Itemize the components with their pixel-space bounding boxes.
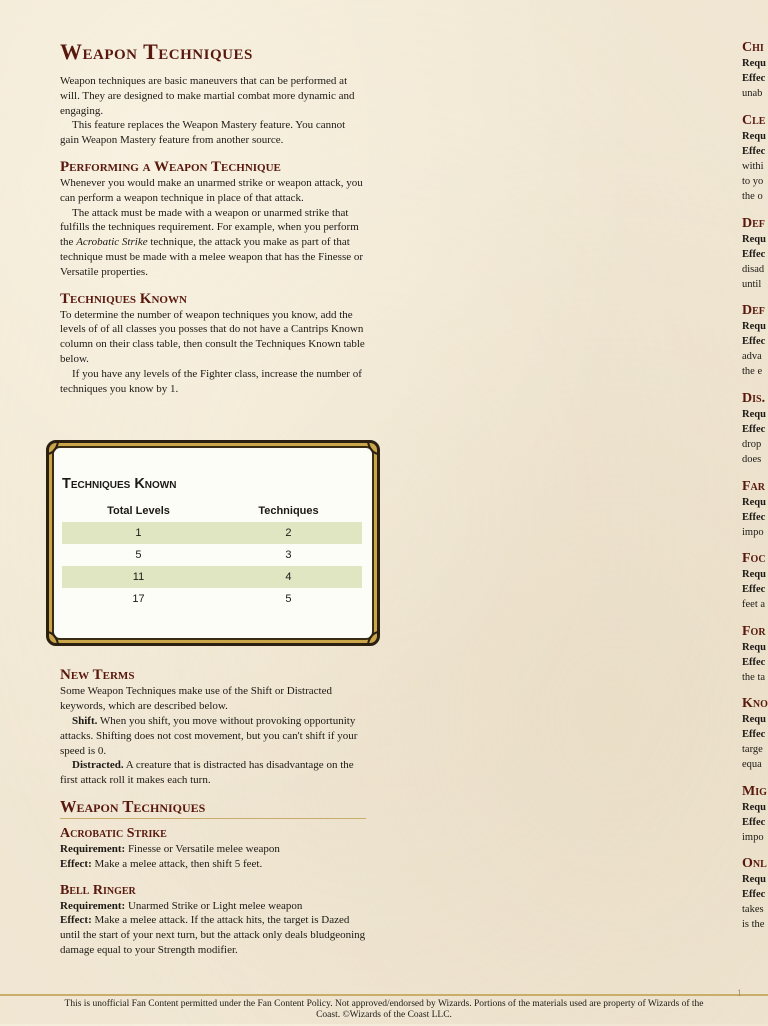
right-entry-heading: Def: [742, 303, 765, 318]
intro: [60, 74, 366, 148]
known-section: [60, 308, 366, 397]
right-entry: [742, 696, 768, 772]
right-entry-line: Effec: [742, 512, 766, 523]
technique-effect: [60, 913, 366, 957]
new-terms-heading: New Terms: [60, 667, 135, 684]
right-entry-line: takes: [742, 904, 764, 915]
right-entry-line: Requ: [742, 874, 766, 885]
right-entry-line: adva: [742, 351, 762, 362]
table-row: [62, 544, 362, 566]
right-entry-line: Requ: [742, 321, 766, 332]
right-entry-line: to yo: [742, 176, 764, 187]
right-entry-line: Effec: [742, 657, 766, 668]
right-entry-line: the e: [742, 366, 763, 377]
right-entry-line: impo: [742, 832, 764, 843]
table-cell: 11: [62, 566, 215, 588]
right-entry-line: withi: [742, 161, 764, 172]
effect-label: Effect:: [60, 914, 92, 927]
shift-text: When you shift, you move without provoking opportunity attacks. Shifting does not cost movement, but you can't shift if your speed is 0.: [60, 714, 358, 757]
effect-text: Make a melee attack. If the attack hits, the target is Dazed until the start of your next turn, but the attack only deals bludgeoning damage equal to your Strength modifier.: [60, 914, 366, 956]
performing-paragraph-2: [60, 206, 366, 280]
table-header-row: [62, 500, 362, 522]
right-entry-line: the ta: [742, 672, 766, 683]
requirement-text: Unarmed Strike or Light melee weapon: [125, 899, 303, 912]
corner-ornament-bottom-right: [368, 632, 378, 644]
page-title: Weapon Techniques: [60, 39, 253, 64]
table-title: Techniques Known: [62, 476, 177, 492]
right-entry-line: feet a: [742, 599, 766, 610]
acrobatic-strike-reference: Acrobatic Strike: [76, 236, 148, 249]
shift-label: Shift.: [72, 714, 98, 727]
table-cell: 17: [132, 593, 145, 605]
right-entry: [742, 113, 766, 204]
right-entry-line: Effec: [742, 729, 766, 740]
intro-paragraph-1: Weapon techniques are basic maneuvers that can be performed at will. They are designed to make martial combat more dynamic and engaging.: [60, 75, 355, 117]
right-entry-heading: For: [742, 624, 766, 639]
table-row: [62, 588, 362, 610]
known-paragraph-1: To determine the number of weapon techniques you know, add the levels of of all classes you posses that do not have a Cantrips Known column on their class table, then consult the Techniques Known table below.: [60, 308, 365, 365]
right-column-clipped: [742, 0, 768, 1000]
technique-requirement: [60, 842, 366, 857]
performing-p2-end: technique, the attack you make as part of that technique must be made with a melee weapon that has the Finesse or Versatile properties.: [60, 236, 364, 278]
right-entry-line: until: [742, 279, 762, 290]
technique-effect: [60, 857, 366, 872]
footer: [0, 994, 768, 1026]
technique-bell-ringer: [60, 882, 366, 958]
corner-ornament-top-right: [368, 442, 378, 454]
effect-text: Make a melee attack, then shift 5 feet.: [91, 857, 263, 870]
right-entry-heading: Chi: [742, 40, 764, 55]
right-entry-line: Requ: [742, 497, 766, 508]
distracted-definition: [60, 758, 366, 788]
weapon-techniques-section-heading: Weapon Techniques: [60, 798, 366, 819]
right-entry-heading: Far: [742, 479, 765, 494]
right-entry-line: Requ: [742, 234, 766, 245]
table-cell: 5: [285, 593, 292, 605]
right-entry-heading: Def: [742, 216, 765, 231]
right-entry-line: unab: [742, 88, 763, 99]
right-entry-line: Effec: [742, 73, 766, 84]
technique-requirement: [60, 899, 366, 914]
right-entry-line: Requ: [742, 714, 766, 725]
performing-p2-start: The attack must be made with a weapon or unarmed strike that fulfills the techniques requirement. For example, when you perform the: [60, 206, 359, 249]
right-entry: [742, 303, 766, 379]
requirement-text: Finesse or Versatile melee weapon: [125, 842, 280, 855]
right-entry-line: Effec: [742, 584, 766, 595]
right-entry: [742, 479, 766, 540]
table-row: [62, 522, 362, 544]
table-row: [62, 566, 362, 588]
shift-definition: [60, 714, 366, 758]
right-entry-heading: Onl: [742, 856, 767, 871]
right-entry-heading: Cle: [742, 113, 766, 128]
new-terms-section: [60, 684, 366, 788]
effect-label: Effect:: [60, 857, 92, 870]
distracted-label: Distracted.: [72, 759, 124, 772]
right-entry-line: equa: [742, 759, 762, 770]
corner-ornament-top-left: [48, 442, 58, 454]
technique-acrobatic-strike: [60, 825, 366, 872]
footer-text: This is unofficial Fan Content permitted under the Fan Content Policy. Not approved/endorsed by Wizards. Portions of the materials used are property of Wizards of the Coast. ©Wizards of the Coast LLC.: [64, 999, 704, 1020]
right-entry-line: targe: [742, 744, 763, 755]
right-entry-line: the o: [742, 191, 763, 202]
performing-paragraph-1: Whenever you would make an unarmed strike or weapon attack, you can perform a weapon technique in place of that attack.: [60, 176, 363, 204]
table-header-techniques: Techniques: [258, 505, 319, 517]
right-entry: [742, 784, 767, 845]
right-entry-line: Requ: [742, 569, 766, 580]
right-entry-line: Effec: [742, 336, 766, 347]
right-entry-heading: Mig: [742, 784, 767, 799]
right-entry-heading: Kno: [742, 696, 768, 711]
table-cell: 1: [62, 522, 215, 544]
table-cell: 4: [215, 566, 362, 588]
right-entry-heading: Dis.: [742, 391, 766, 406]
intro-paragraph-2: This feature replaces the Weapon Mastery feature. You cannot gain Weapon Mastery feature from another source.: [60, 119, 346, 147]
right-entry-heading: Foc: [742, 551, 766, 566]
performing-heading: Performing a Weapon Technique: [60, 158, 281, 175]
right-entry: [742, 551, 766, 612]
corner-ornament-bottom-left: [48, 632, 58, 644]
right-entry-line: Effec: [742, 889, 766, 900]
requirement-label: Requirement:: [60, 899, 126, 912]
right-entry: [742, 624, 766, 685]
distracted-text: A creature that is distracted has disadvantage on the first attack roll it makes each turn.: [60, 759, 354, 787]
right-entry-line: impo: [742, 527, 764, 538]
new-terms-paragraph: Some Weapon Techniques make use of the Shift or Distracted keywords, which are described below.: [60, 685, 332, 713]
requirement-label: Requirement:: [60, 842, 126, 855]
techniques-known-table-frame: [46, 440, 380, 646]
table-header-levels: Total Levels: [107, 505, 170, 517]
right-entry-line: Requ: [742, 802, 766, 813]
right-entry-line: Requ: [742, 58, 766, 69]
technique-name: Acrobatic Strike: [60, 825, 167, 841]
techniques-known-table: [62, 500, 362, 610]
right-entry-line: does: [742, 454, 762, 465]
performing-section: [60, 176, 366, 280]
right-entry-line: drop: [742, 439, 762, 450]
right-entry-line: Requ: [742, 131, 766, 142]
right-entry-line: Effec: [742, 249, 766, 260]
table-cell: 2: [215, 522, 362, 544]
page-number: 1: [737, 988, 742, 998]
known-heading: Techniques Known: [60, 290, 187, 307]
right-entry: [742, 216, 766, 292]
known-paragraph-2: If you have any levels of the Fighter class, increase the number of techniques you know by 1.: [60, 367, 362, 395]
table-cell: 5: [135, 549, 142, 561]
right-entry: [742, 856, 767, 932]
right-entry-line: is the: [742, 919, 765, 930]
right-entry: [742, 40, 766, 101]
technique-name: Bell Ringer: [60, 882, 136, 898]
right-entry: [742, 391, 766, 467]
table-cell: 3: [285, 549, 292, 561]
right-entry-line: Requ: [742, 642, 766, 653]
right-entry-line: Effec: [742, 817, 766, 828]
right-entry-line: Effec: [742, 424, 766, 435]
right-entry-line: Requ: [742, 409, 766, 420]
right-entry-line: disad: [742, 264, 765, 275]
right-entry-line: Effec: [742, 146, 766, 157]
